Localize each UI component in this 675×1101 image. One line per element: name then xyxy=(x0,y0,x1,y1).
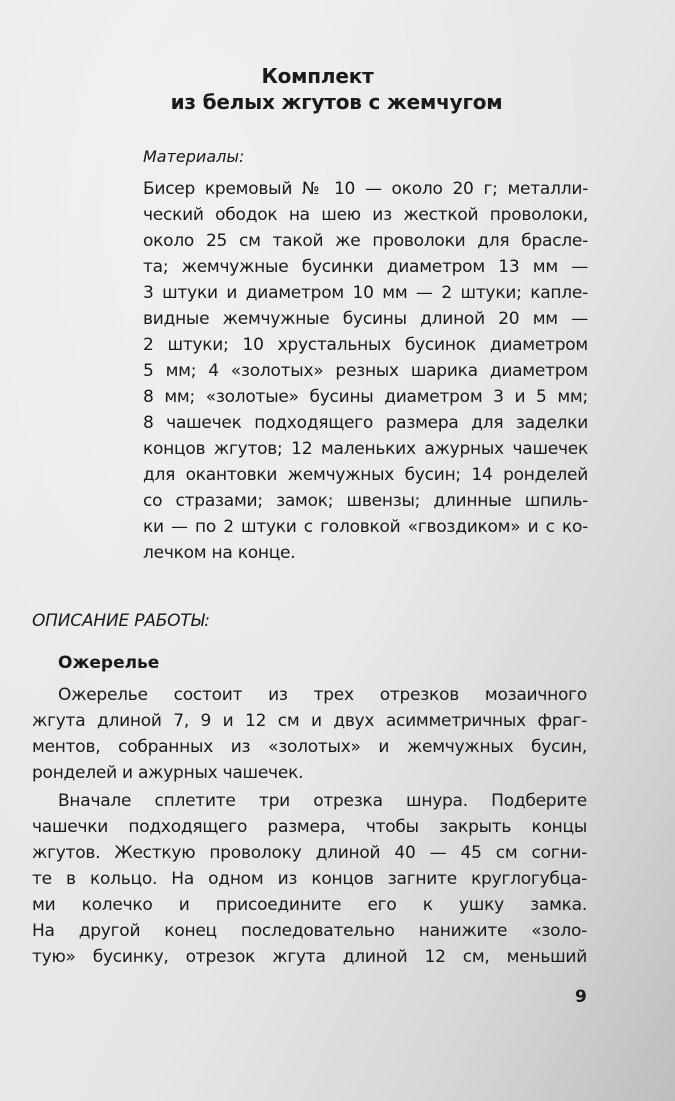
paragraph-line: ронделей и ажурных чашечек. xyxy=(32,763,304,783)
materials-line: 8 мм; «золотые» бусины диаметром 3 и 5 мм; xyxy=(143,387,588,407)
paragraph-line: жгутов. Жесткую проволоку длиной 40 — 45 см согни- xyxy=(32,843,587,863)
materials-line: 2 штуки; 10 хрустальных бусинок диаметром xyxy=(143,335,588,355)
materials-line: 3 штуки и диаметром 10 мм — 2 штуки; капле- xyxy=(143,283,588,303)
paragraph-line: ми колечко и присоедините его к ушку замка. xyxy=(32,895,587,915)
materials-line: видные жемчужные бусины длиной 20 мм — xyxy=(143,309,588,329)
paragraph-line: жгута длиной 7, 9 и 12 см и двух асимметричных фраг- xyxy=(32,711,587,731)
paragraph-line: Вначале сплетите три отрезка шнура. Подберите xyxy=(58,791,587,811)
section-heading: ОПИСАНИЕ РАБОТЫ: xyxy=(32,611,210,631)
materials-line: для окантовки жемчужных бусин; 14 ронделей xyxy=(143,465,588,485)
materials-line: около 25 см такой же проволоки для брасле- xyxy=(143,231,588,251)
materials-label: Материалы: xyxy=(143,147,245,166)
paragraph-line: ментов, собранных из «золотых» и жемчужных бусин, xyxy=(32,737,587,757)
materials-line: 5 мм; 4 «золотых» резных шарика диаметром xyxy=(143,361,588,381)
paragraph-line: Ожерелье состоит из трех отрезков мозаичного xyxy=(58,685,587,705)
materials-line: та; жемчужные бусинки диаметром 13 мм — xyxy=(143,257,588,277)
subsection-heading: Ожерелье xyxy=(58,653,160,673)
paragraph-line: те в кольцо. На одном из концов загните круглогубца- xyxy=(32,869,587,889)
materials-line: концов жгутов; 12 маленьких ажурных чашечек xyxy=(143,439,588,459)
materials-line: лечком на конце. xyxy=(143,543,296,563)
materials-line: ки — по 2 штуки с головкой «гвоздиком» и с ко- xyxy=(143,517,588,537)
paragraph-line: На другой конец последовательно нанижите «золо- xyxy=(32,921,587,941)
paragraph-line: тую» бусинку, отрезок жгута длиной 12 см, меньший xyxy=(32,947,587,967)
title-line-2: из белых жгутов с жемчугом xyxy=(170,90,503,114)
title-line-1: Комплект xyxy=(261,64,374,88)
page-number: 9 xyxy=(575,987,587,1007)
materials-line: ческий ободок на шею из жесткой проволоки, xyxy=(143,205,588,225)
paragraph-line: чашечки подходящего размера, чтобы закрыть концы xyxy=(32,817,587,837)
materials-line: 8 чашечек подходящего размера для заделки xyxy=(143,413,588,433)
materials-line: Бисер кремовый № 10 — около 20 г; металли- xyxy=(143,179,588,199)
materials-line: со стразами; замок; швензы; длинные шпиль- xyxy=(143,491,588,511)
